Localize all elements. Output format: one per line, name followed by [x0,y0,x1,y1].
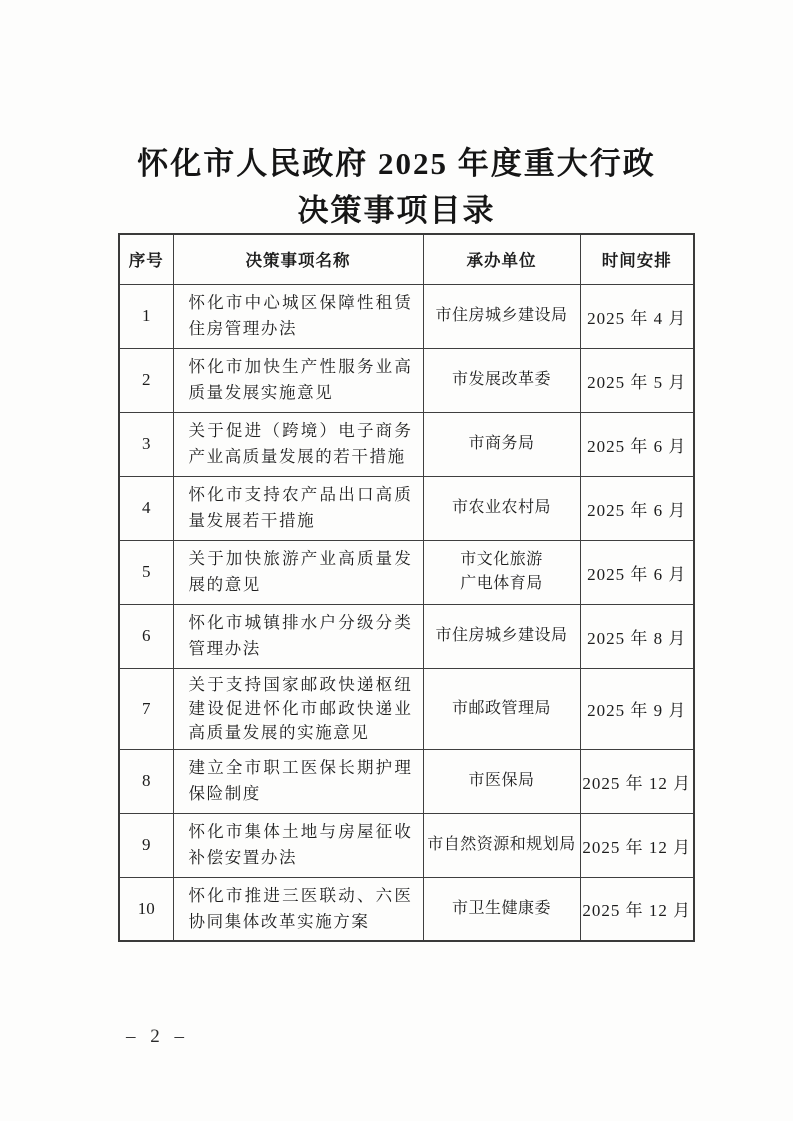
cell-serial-number: 4 [119,476,173,540]
cell-time: 2025 年 6 月 [580,476,694,540]
cell-serial-number: 7 [119,668,173,749]
header-decision-item-name: 决策事项名称 [173,234,423,284]
table-row [119,668,694,749]
cell-item-name: 怀化市集体土地与房屋征收补偿安置办法 [173,813,423,877]
header-serial-number: 序号 [119,234,173,284]
cell-serial-number: 1 [119,284,173,348]
cell-time: 2025 年 12 月 [580,813,694,877]
table-row [119,348,694,412]
document-title-line1: 怀化市人民政府 2025 年度重大行政 [137,146,656,181]
cell-item-name: 关于加快旅游产业高质量发展的意见 [173,540,423,604]
table-row [119,412,694,476]
document-title [0,140,793,234]
cell-time: 2025 年 4 月 [580,284,694,348]
cell-item-name: 建立全市职工医保长期护理保险制度 [173,749,423,813]
cell-serial-number: 6 [119,604,173,668]
document-title-line2: 决策事项目录 [297,193,496,228]
table-row [119,749,694,813]
cell-unit-line2: 广电体育局 [460,575,543,592]
table-row [119,540,694,604]
table-row [119,604,694,668]
cell-unit: 市住房城乡建设局 [423,284,580,348]
table-row [119,877,694,941]
cell-time: 2025 年 12 月 [580,877,694,941]
cell-serial-number: 5 [119,540,173,604]
cell-item-name: 怀化市加快生产性服务业高质量发展实施意见 [173,348,423,412]
cell-item-name: 关于促进（跨境）电子商务产业高质量发展的若干措施 [173,412,423,476]
cell-time: 2025 年 5 月 [580,348,694,412]
cell-unit: 市发展改革委 [423,348,580,412]
header-time-arrangement: 时间安排 [580,234,694,284]
page-number: – 2 – [126,1026,189,1047]
cell-unit: 市邮政管理局 [423,668,580,749]
cell-unit [423,540,580,604]
table-row [119,813,694,877]
cell-time: 2025 年 6 月 [580,540,694,604]
cell-unit: 市住房城乡建设局 [423,604,580,668]
cell-unit-line1: 市文化旅游 [460,551,543,568]
cell-item-name: 怀化市中心城区保障性租赁住房管理办法 [173,284,423,348]
cell-time: 2025 年 12 月 [580,749,694,813]
cell-item-name: 怀化市支持农产品出口高质量发展若干措施 [173,476,423,540]
table-header-row [119,234,694,284]
header-undertaking-unit: 承办单位 [423,234,580,284]
cell-serial-number: 9 [119,813,173,877]
cell-unit: 市商务局 [423,412,580,476]
cell-unit: 市自然资源和规划局 [423,813,580,877]
cell-unit: 市农业农村局 [423,476,580,540]
cell-serial-number: 8 [119,749,173,813]
cell-item-name: 怀化市推进三医联动、六医协同集体改革实施方案 [173,877,423,941]
cell-item-name: 怀化市城镇排水户分级分类管理办法 [173,604,423,668]
table-row [119,284,694,348]
cell-time: 2025 年 9 月 [580,668,694,749]
decision-items-table [118,233,695,942]
cell-unit: 市卫生健康委 [423,877,580,941]
cell-time: 2025 年 6 月 [580,412,694,476]
cell-serial-number: 10 [119,877,173,941]
cell-serial-number: 3 [119,412,173,476]
cell-time: 2025 年 8 月 [580,604,694,668]
cell-unit: 市医保局 [423,749,580,813]
table-row [119,476,694,540]
cell-serial-number: 2 [119,348,173,412]
cell-item-name: 关于支持国家邮政快递枢纽建设促进怀化市邮政快递业高质量发展的实施意见 [173,668,423,749]
